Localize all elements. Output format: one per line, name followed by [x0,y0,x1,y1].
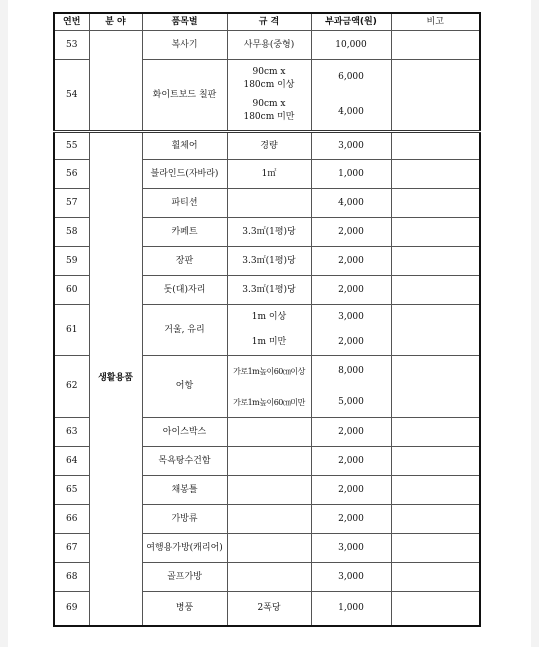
row-spec: 3.3㎡(1평)당 [227,247,311,276]
row-note [391,563,480,592]
row-note [391,305,480,356]
row-amount: 3,000 [311,563,391,592]
row-amount-multi [311,356,391,418]
row-no: 61 [54,305,89,356]
row-note [391,218,480,247]
category-cell: 생활용품 [89,132,142,626]
row-note [391,418,480,447]
row-note [391,534,480,563]
row-spec [227,505,311,534]
category-cell-empty [89,31,142,132]
row-note [391,132,480,160]
row-amount: 3,000 [311,534,391,563]
row-item: 병풍 [142,592,227,626]
row-spec [227,534,311,563]
row-item: 어항 [142,356,227,418]
row-item: 복사기 [142,31,227,60]
spec-line: 1m 미만 [251,337,287,347]
col-item-header: 품목별 [142,13,227,31]
row-no: 63 [54,418,89,447]
row-spec: 사무용(중형) [227,31,311,60]
row-no: 65 [54,476,89,505]
row-item: 장판 [142,247,227,276]
row-no: 69 [54,592,89,626]
row-no: 53 [54,31,89,60]
row-amount-multi [311,60,391,132]
row-item: 돗(대)자리 [142,276,227,305]
row-amount: 2,000 [311,447,391,476]
row-no: 60 [54,276,89,305]
row-note [391,60,480,132]
row-note [391,276,480,305]
spec-line: 90cm x 180cm 이상 [243,67,295,90]
row-item: 카페트 [142,218,227,247]
row-note [391,592,480,626]
col-note-header: 비고 [391,13,480,31]
spec-line: 가로1m높이60㎝이상 [233,366,305,376]
row-item: 여행용가방(캐리어) [142,534,227,563]
row-no: 56 [54,160,89,189]
row-amount: 10,000 [311,31,391,60]
row-amount: 2,000 [311,418,391,447]
row-no: 68 [54,563,89,592]
row-item: 목욕탕수건함 [142,447,227,476]
row-spec [227,189,311,218]
row-amount: 2,000 [311,218,391,247]
row-amount: 4,000 [311,189,391,218]
row-spec: 경량 [227,132,311,160]
row-spec-multi [227,356,311,418]
spec-line: 1m 이상 [251,312,287,322]
row-amount: 1,000 [311,592,391,626]
row-note [391,31,480,60]
row-note [391,447,480,476]
col-spec-header: 규 격 [227,13,311,31]
row-note [391,160,480,189]
col-category-header: 분 야 [89,13,142,31]
amount-line: 5,000 [338,396,364,407]
document-page [8,0,531,647]
row-spec-multi [227,60,311,132]
row-spec: 3.3㎡(1평)당 [227,276,311,305]
row-note [391,356,480,418]
amount-line: 4,000 [338,107,364,117]
fee-table [53,12,481,627]
row-no: 57 [54,189,89,218]
header-row [54,13,480,31]
row-note [391,189,480,218]
table-row [54,132,480,160]
row-spec: 3.3㎡(1평)당 [227,218,311,247]
row-spec: 1㎡ [227,160,311,189]
amount-line: 8,000 [338,365,364,376]
spec-line: 90cm x 180cm 미만 [243,99,295,122]
col-amount-header: 부과금액(원) [311,13,391,31]
row-no: 67 [54,534,89,563]
amount-line: 6,000 [338,72,364,82]
row-amount: 1,000 [311,160,391,189]
row-no: 54 [54,60,89,132]
row-item: 화이트보드 칠판 [142,60,227,132]
row-no: 55 [54,132,89,160]
row-item: 블라인드(자바라) [142,160,227,189]
amount-line: 3,000 [338,312,364,322]
col-no-header: 연번 [54,13,89,31]
row-item: 가방류 [142,505,227,534]
row-note [391,505,480,534]
row-no: 59 [54,247,89,276]
row-no: 62 [54,356,89,418]
row-item: 채봉틀 [142,476,227,505]
row-no: 64 [54,447,89,476]
spec-line: 가로1m높이60㎝미만 [233,397,305,407]
row-amount: 2,000 [311,247,391,276]
row-item: 휠체어 [142,132,227,160]
row-spec [227,418,311,447]
row-item: 거울, 유리 [142,305,227,356]
row-amount: 3,000 [311,132,391,160]
row-no: 66 [54,505,89,534]
row-spec [227,563,311,592]
row-amount: 2,000 [311,476,391,505]
row-no: 58 [54,218,89,247]
row-note [391,476,480,505]
row-note [391,247,480,276]
row-spec-multi [227,305,311,356]
table-row [54,31,480,60]
row-spec [227,476,311,505]
row-item: 아이스박스 [142,418,227,447]
row-spec [227,447,311,476]
row-amount: 2,000 [311,505,391,534]
row-amount: 2,000 [311,276,391,305]
row-amount-multi [311,305,391,356]
row-item: 파티션 [142,189,227,218]
row-item: 골프가방 [142,563,227,592]
row-spec: 2폭당 [227,592,311,626]
amount-line: 2,000 [338,337,364,347]
